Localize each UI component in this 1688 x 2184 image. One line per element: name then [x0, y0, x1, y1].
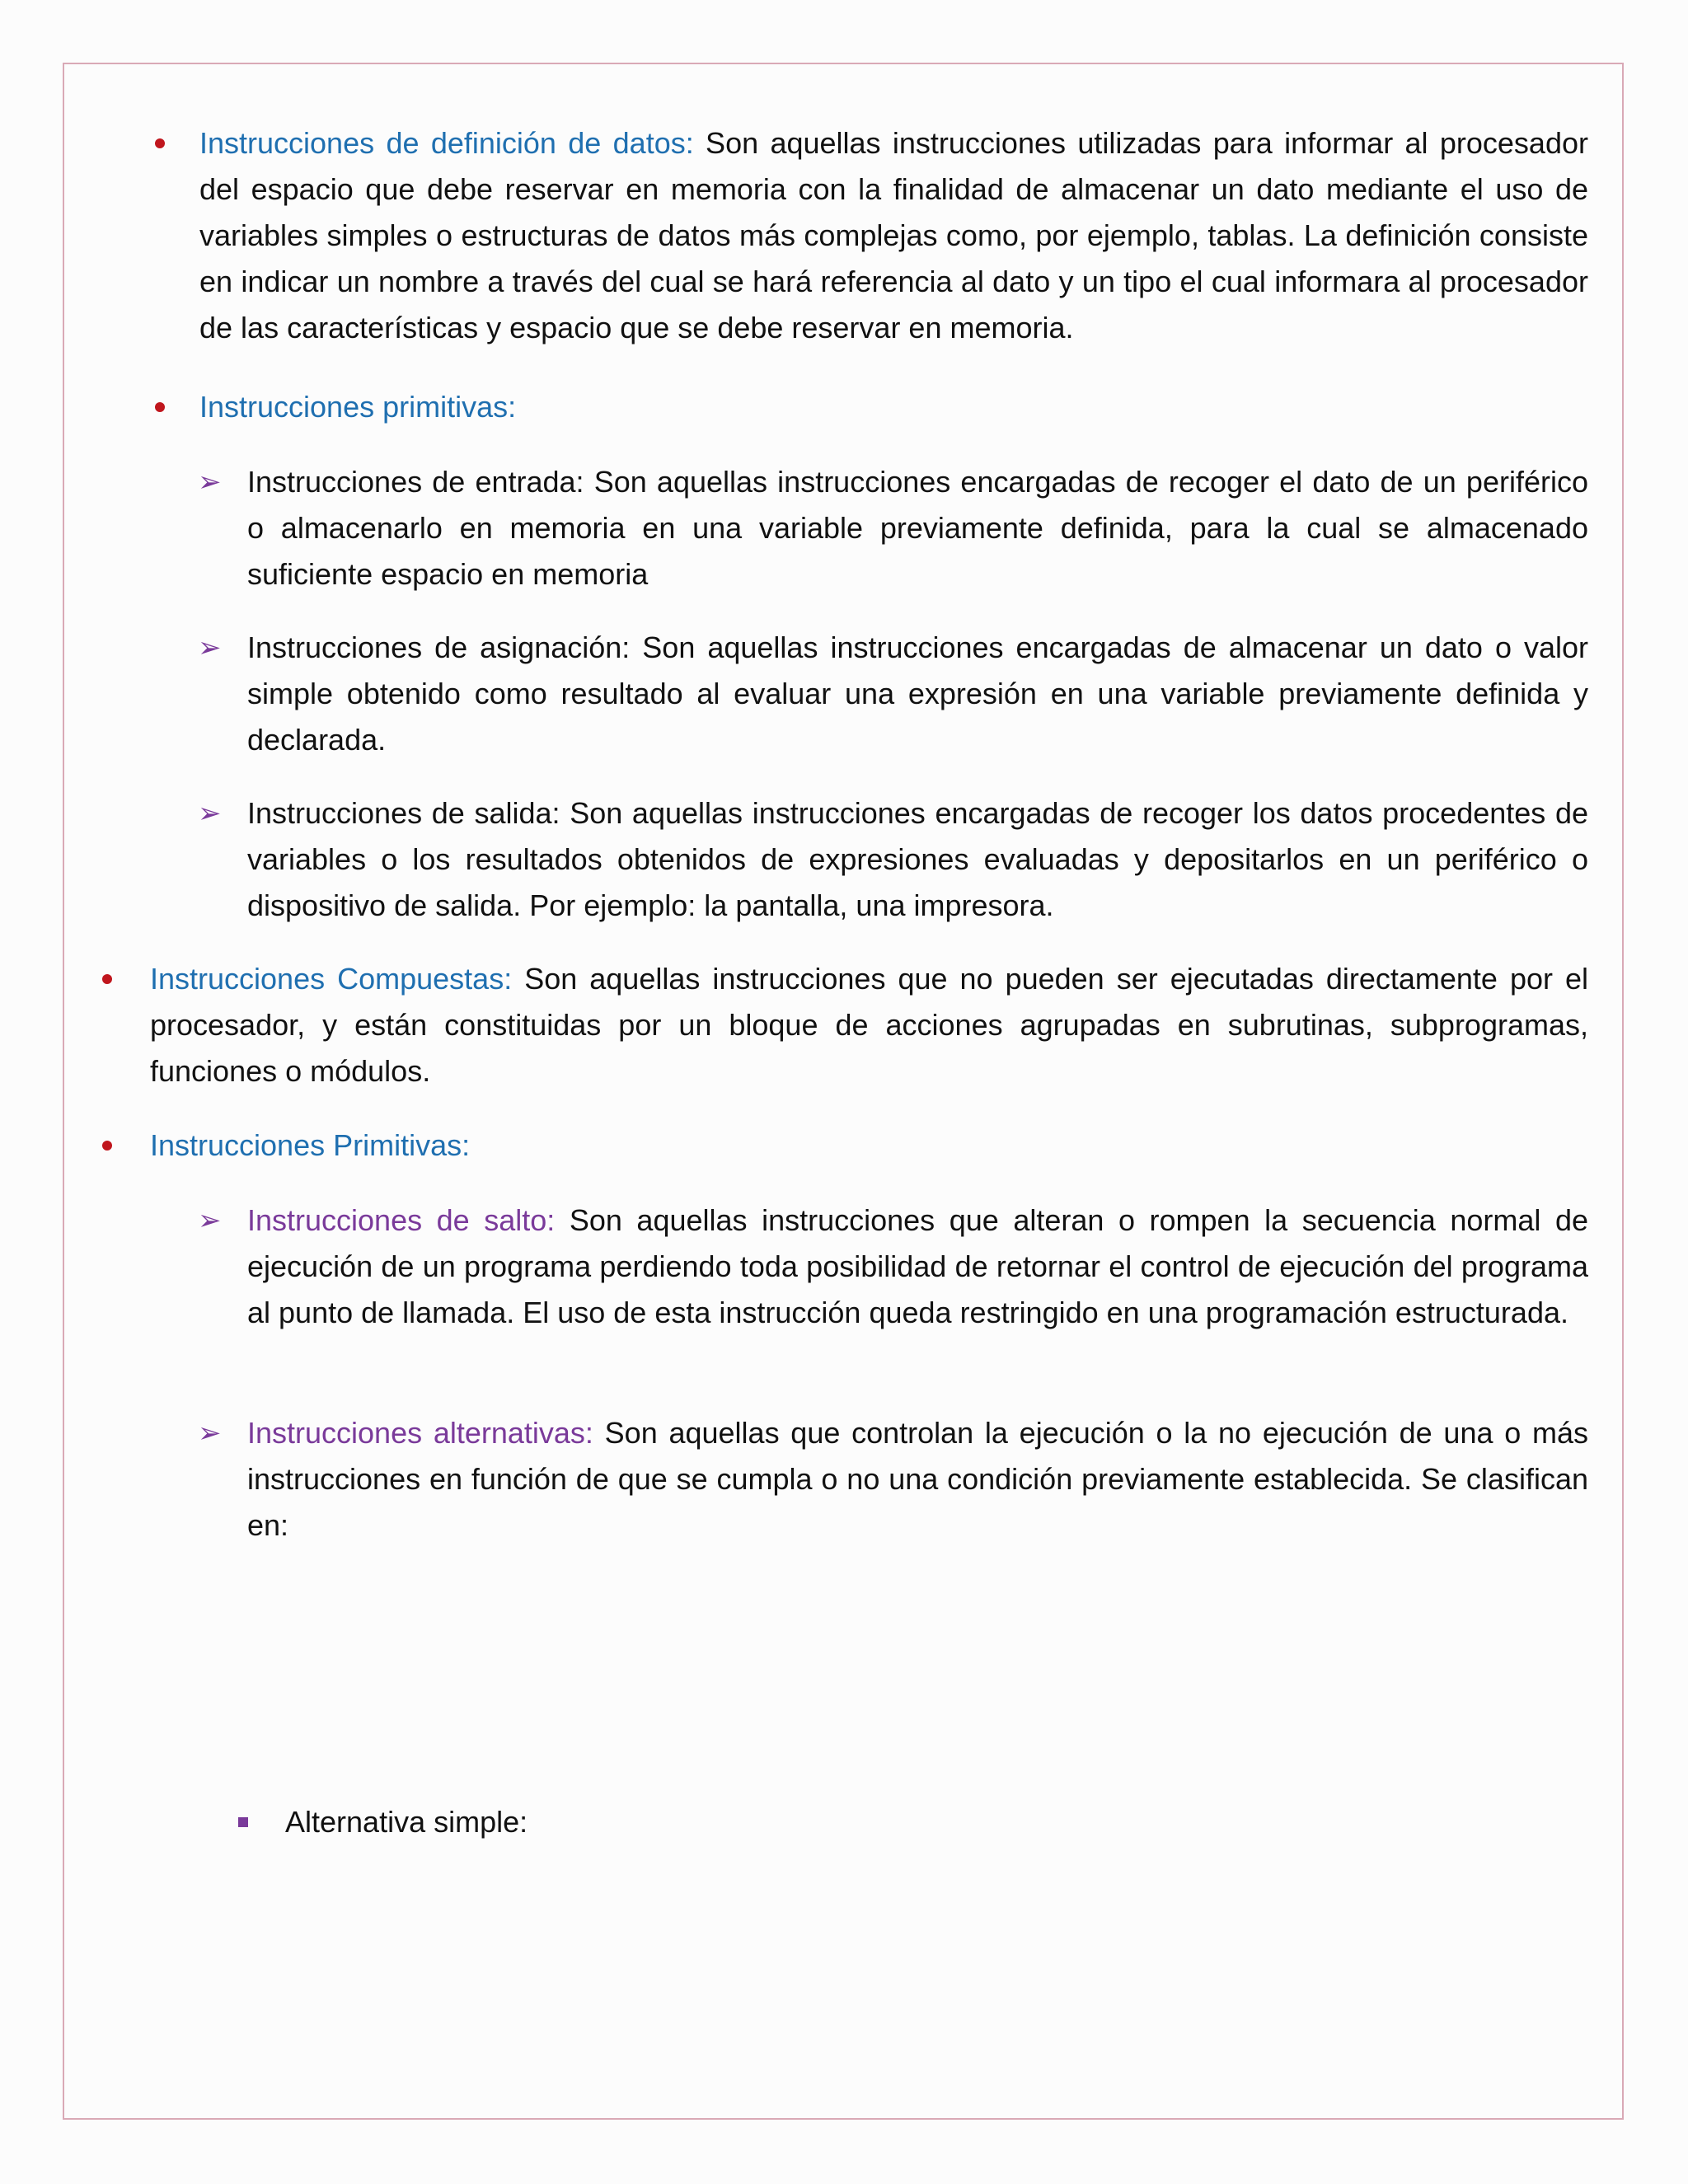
- label-salto: Instrucciones de salto:: [247, 1203, 556, 1237]
- arrow-bullet-icon: ➢: [198, 1417, 222, 1450]
- paragraph-asignacion: [247, 625, 1588, 763]
- arrow-bullet-icon: ➢: [198, 631, 222, 664]
- paragraph-definicion-datos: [199, 120, 1588, 351]
- label-alternativas: Instrucciones alternativas:: [247, 1416, 593, 1450]
- text-asignacion: Instrucciones de asignación: Son aquellas instrucciones encargadas de almacenar un dato o valor simple obtenido como resultado al evaluar una expresión en una variable previamente definida y declarada.: [247, 630, 1588, 757]
- square-bullet-icon: [238, 1799, 248, 1827]
- text-compuestas: Son aquellas instrucciones que no pueden ser ejecutadas directamente por el procesador, y están constituidas por un bloque de acciones agrupadas en subrutinas, subprogramas, funciones o módulos.: [150, 962, 1588, 1088]
- label-primitivas-2: Instrucciones Primitivas:: [150, 1128, 471, 1162]
- bullet-dot-icon: [102, 956, 112, 984]
- label-definicion-datos: Instrucciones de definición de datos:: [199, 126, 694, 160]
- paragraph-compuestas: [150, 956, 1588, 1094]
- paragraph-primitivas-2: [150, 1122, 1588, 1169]
- bullet-dot-icon: [155, 120, 165, 148]
- text-entrada: Instrucciones de entrada: Son aquellas instrucciones encargadas de recoger el dato de un periférico o almacenarlo en memoria en una variable previamente definida, para la cual se almacenado suficiente espacio en memoria: [247, 465, 1588, 591]
- label-compuestas: Instrucciones Compuestas:: [150, 962, 513, 996]
- text-definicion-datos: Son aquellas instrucciones utilizadas para informar al procesador del espacio que debe reservar en memoria con la finalidad de almacenar un dato mediante el uso de variables simples o estructuras de datos más complejas como, por ejemplo, tablas. La definición consiste en indicar un nombre a través del cual se hará referencia al dato y un tipo el cual informara al procesador de las características y espacio que se debe reservar en memoria.: [199, 126, 1588, 344]
- bullet-dot-icon: [102, 1122, 112, 1151]
- text-salida: Instrucciones de salida: Son aquellas instrucciones encargadas de recoger los datos procedentes de variables o los resultados obtenidos de expresiones evaluadas y depositarlos en un periférico o dispositivo de salida. Por ejemplo: la pantalla, una impresora.: [247, 796, 1588, 922]
- paragraph-primitivas: [199, 384, 1588, 430]
- text-alternativas: Son aquellas que controlan la ejecución o la no ejecución de una o más instrucciones en función de que se cumpla o no una condición previamente establecida. Se clasifican en:: [247, 1416, 1588, 1542]
- paragraph-salida: [247, 790, 1588, 929]
- text-alternativa-simple: Alternativa simple:: [285, 1805, 528, 1839]
- arrow-bullet-icon: ➢: [198, 466, 222, 499]
- paragraph-entrada: [247, 459, 1588, 598]
- bullet-dot-icon: [155, 384, 165, 412]
- paragraph-salto: [247, 1197, 1588, 1336]
- text-salto: Son aquellas instrucciones que alteran o rompen la secuencia normal de ejecución de un programa perdiendo toda posibilidad de retornar el control de ejecución del programa al punto de llamada. El uso de esta instrucción queda restringido en una programación estructurada.: [247, 1203, 1588, 1329]
- arrow-bullet-icon: ➢: [198, 1204, 222, 1237]
- label-primitivas: Instrucciones primitivas:: [199, 390, 517, 424]
- paragraph-alternativa-simple: [285, 1799, 1588, 1845]
- paragraph-alternativas: [247, 1410, 1588, 1549]
- arrow-bullet-icon: ➢: [198, 797, 222, 830]
